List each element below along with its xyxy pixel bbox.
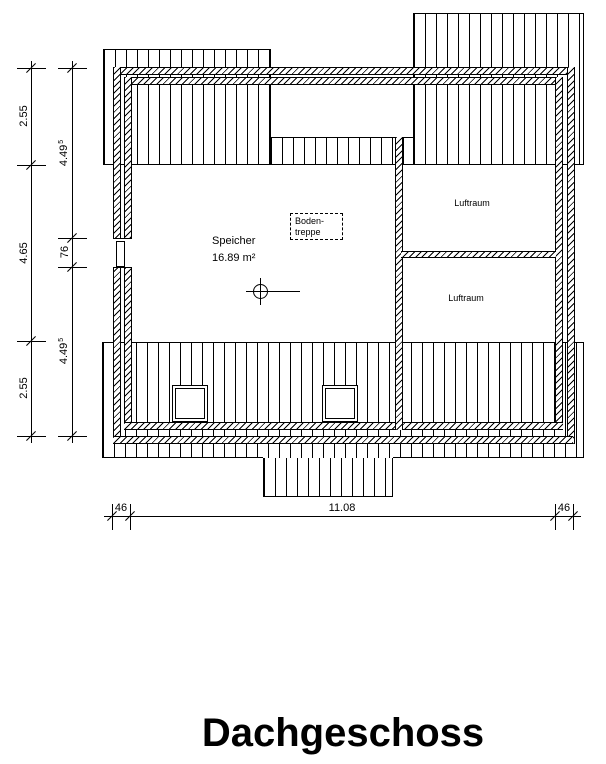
skylight-left-inner-frame	[175, 388, 205, 419]
skylight-right-inner-frame	[325, 388, 355, 419]
window-cap-bottom	[113, 267, 132, 268]
dim-label-left-inner-0	[58, 140, 72, 166]
dim-value: 11.08	[328, 502, 356, 514]
window-cap-top	[113, 238, 132, 239]
window-frame	[116, 241, 125, 267]
bodentreppe-label-line1: Boden-	[295, 216, 325, 226]
wall-north-inner	[124, 77, 563, 85]
eave-line-bottom-right	[393, 457, 584, 458]
dim-label-bottom-1	[329, 502, 356, 514]
room-label-speicher: Speicher	[212, 235, 256, 247]
dim-value: 2.55	[18, 377, 30, 399]
eave-line-bottom-left	[102, 457, 263, 458]
dim-label-bottom-0	[115, 502, 127, 514]
wall-south-inner	[124, 422, 563, 430]
wall-interior-speicher-luftraum	[395, 137, 403, 430]
room-area-speicher: 16.89 m²	[212, 252, 256, 264]
room-label-luftraum-lower: Luftraum	[448, 293, 484, 303]
dim-superscript: 5	[58, 337, 65, 342]
dim-ext-line	[573, 504, 574, 530]
dim-value: 4.49	[58, 144, 70, 167]
dim-label-left-outer-2	[18, 377, 30, 398]
dim-chain-left-outer-line	[31, 61, 32, 443]
dim-chain-left-inner-line	[72, 61, 73, 443]
dim-ext-line	[130, 504, 131, 530]
wall-north-outer	[113, 67, 573, 75]
skylight-right	[322, 385, 358, 422]
dim-label-left-inner-1	[59, 246, 71, 258]
room-label-luftraum-upper: Luftraum	[454, 198, 490, 208]
roof-area-top-notch-strip	[271, 137, 413, 165]
roof-area-bottom-dormer	[263, 458, 393, 497]
wall-east-inner	[555, 77, 563, 430]
dim-value: 4.49	[58, 342, 70, 365]
dim-label-bottom-2	[558, 502, 570, 514]
dim-value: 46	[114, 502, 128, 514]
drain-symbol-horizontal-line	[246, 291, 300, 292]
dim-value: 4.65	[18, 242, 30, 264]
dim-value: 2.55	[18, 105, 30, 127]
dim-ext-line	[112, 504, 113, 530]
wall-east-outer	[567, 67, 575, 444]
sheet-title: Dachgeschoss	[201, 711, 485, 755]
wall-luftraum-divider	[401, 251, 556, 258]
dim-label-left-inner-2	[58, 338, 72, 364]
dim-superscript: 5	[58, 139, 65, 144]
dim-value: 46	[557, 502, 571, 514]
skylight-left	[172, 385, 208, 422]
dim-chain-bottom-line	[104, 516, 581, 517]
bodentreppe-label-line2: treppe	[295, 227, 321, 237]
dim-label-left-outer-0	[18, 105, 30, 126]
bodentreppe-box	[290, 213, 343, 240]
dim-label-left-outer-1	[18, 242, 30, 263]
dim-ext-line	[555, 504, 556, 530]
wall-south-outer	[113, 436, 573, 444]
dim-value: 76	[59, 245, 71, 259]
